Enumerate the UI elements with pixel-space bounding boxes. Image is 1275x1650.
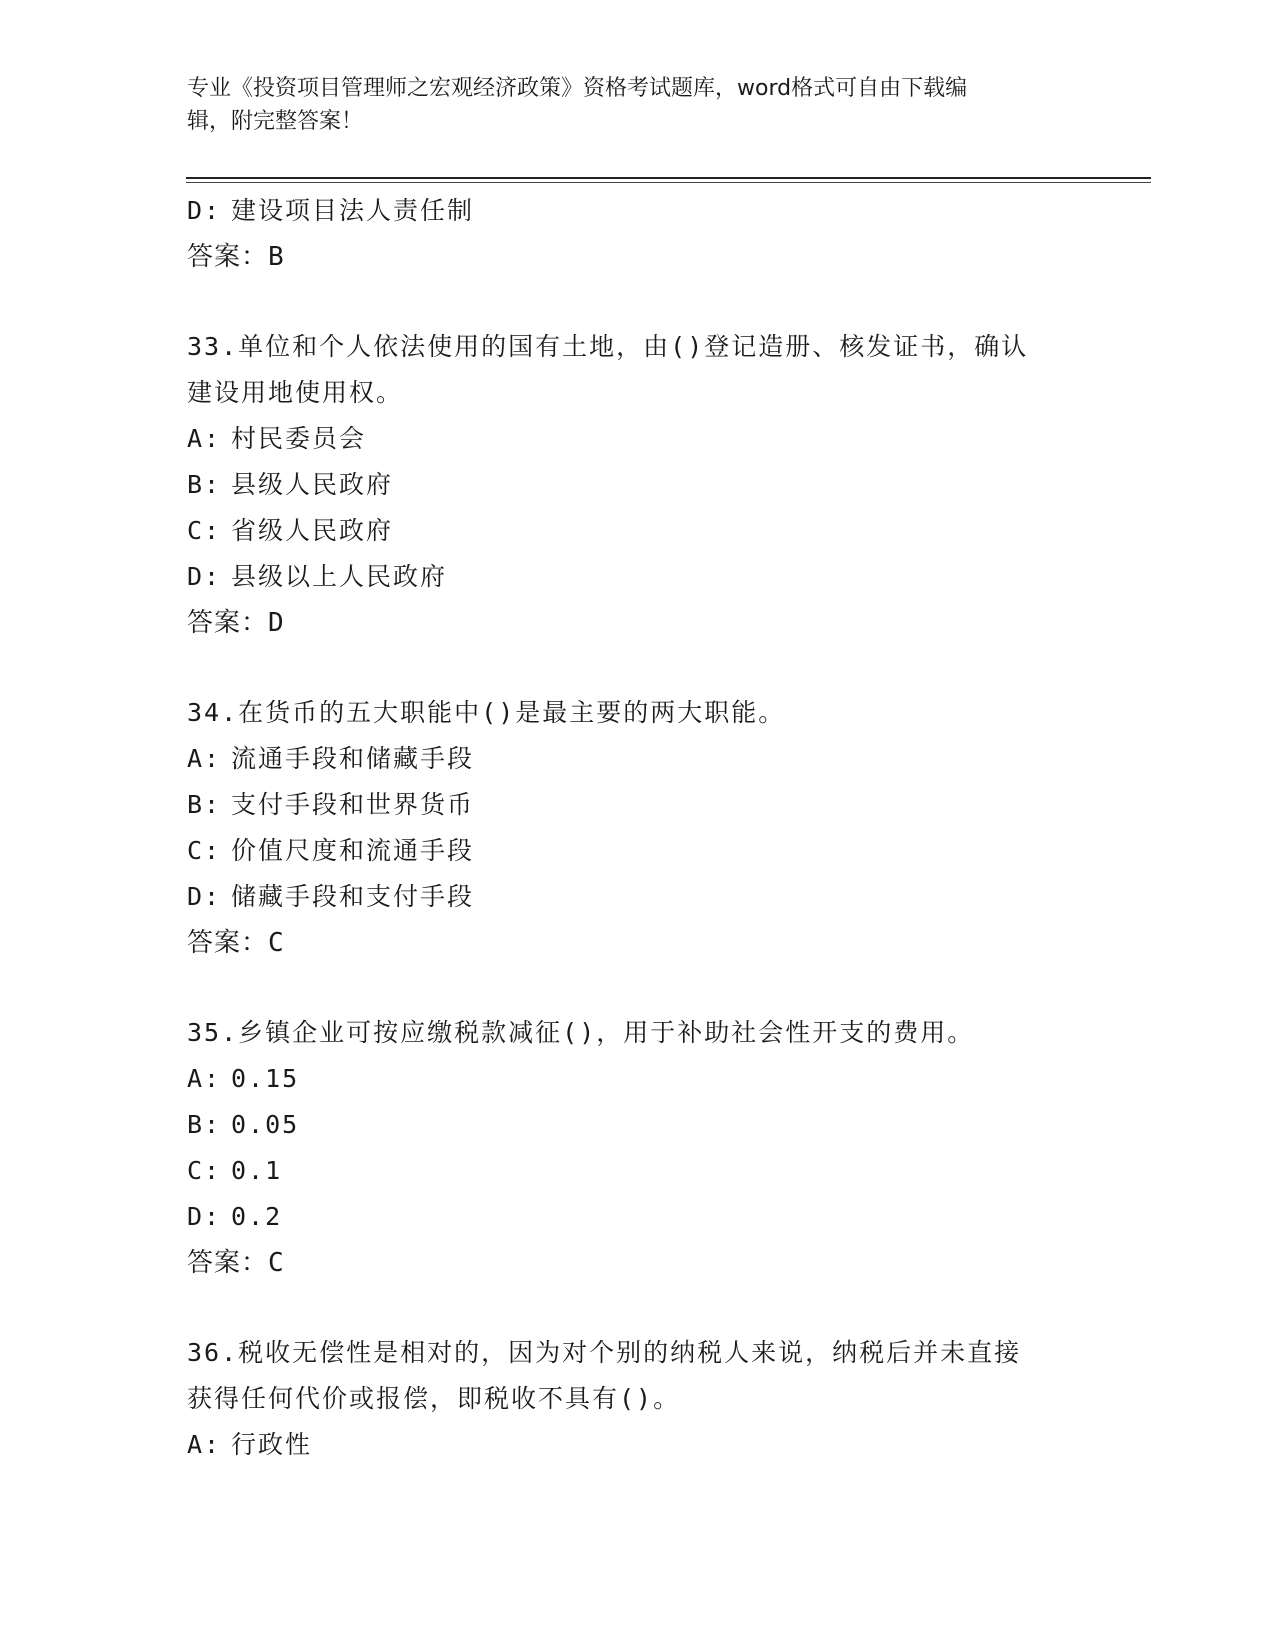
option-letter: D: (187, 196, 222, 225)
answer (187, 920, 1087, 966)
question-text-line: 建设用地使用权。 (187, 378, 404, 407)
option-letter: C: (187, 516, 222, 545)
header-divider (186, 177, 1151, 179)
question-text-line: 33.单位和个人依法使用的国有土地，由()登记造册、核发证书，确认 (187, 332, 1029, 361)
option-letter: A: (187, 1064, 222, 1093)
option-d (187, 874, 1087, 920)
option-letter: B: (187, 790, 222, 819)
answer (187, 1240, 1087, 1286)
question-36 (187, 1330, 1087, 1468)
option-c (187, 508, 1087, 554)
answer-label: 答案： (187, 1248, 269, 1278)
option-letter: D: (187, 562, 222, 591)
option-text: 村民委员会 (231, 424, 367, 453)
question-text-line: 35.乡镇企业可按应缴税款减征()，用于补助社会性开支的费用。 (187, 1018, 975, 1047)
question-text-line: 34.在货币的五大职能中()是最主要的两大职能。 (187, 698, 786, 727)
document-body (187, 188, 1087, 1468)
option-text: 县级以上人民政府 (231, 562, 448, 591)
question-text-line: 36.税收无偿性是相对的，因为对个别的纳税人来说，纳税后并未直接 (187, 1338, 1022, 1367)
option-letter: C: (187, 1156, 222, 1185)
question-34 (187, 690, 1087, 966)
option-letter: A: (187, 1430, 222, 1459)
answer-label: 答案： (187, 928, 269, 958)
answer-label: 答案： (187, 242, 269, 272)
answer-value: C (268, 928, 285, 958)
header-divider-thin (186, 182, 1151, 183)
header-line-1: 专业《投资项目管理师之宏观经济政策》资格考试题库，word格式可自由下载编 (187, 76, 968, 101)
answer-value: C (268, 1248, 285, 1278)
option-text: 行政性 (231, 1430, 313, 1459)
option-letter: B: (187, 470, 222, 499)
question-continuation (187, 188, 1087, 280)
option-b (187, 1102, 1087, 1148)
option-a (187, 1056, 1087, 1102)
answer-value: B (268, 242, 285, 272)
option-letter: D: (187, 882, 222, 911)
option-letter: A: (187, 424, 222, 453)
question-33 (187, 324, 1087, 646)
page-header (187, 72, 1067, 138)
option-d (187, 188, 1087, 234)
answer-label: 答案： (187, 608, 269, 638)
option-text: 流通手段和储藏手段 (231, 744, 475, 773)
option-d (187, 1194, 1087, 1240)
option-c (187, 828, 1087, 874)
question-text-line: 获得任何代价或报偿，即税收不具有()。 (187, 1384, 681, 1413)
header-line-2: 辑，附完整答案！ (187, 109, 364, 134)
option-letter: A: (187, 744, 222, 773)
option-letter: D: (187, 1202, 222, 1231)
option-b (187, 462, 1087, 508)
option-text: 0.05 (231, 1110, 300, 1139)
option-b (187, 782, 1087, 828)
option-text: 价值尺度和流通手段 (231, 836, 475, 865)
option-a (187, 736, 1087, 782)
option-letter: B: (187, 1110, 222, 1139)
answer-value: D (268, 608, 285, 638)
option-letter: C: (187, 836, 222, 865)
option-c (187, 1148, 1087, 1194)
answer (187, 600, 1087, 646)
option-text: 支付手段和世界货币 (231, 790, 475, 819)
question-35 (187, 1010, 1087, 1286)
option-text: 0.1 (231, 1156, 283, 1185)
option-text: 省级人民政府 (231, 516, 394, 545)
option-a (187, 416, 1087, 462)
option-d (187, 554, 1087, 600)
option-a (187, 1422, 1087, 1468)
answer (187, 234, 1087, 280)
option-text: 0.2 (231, 1202, 283, 1231)
option-text: 县级人民政府 (231, 470, 394, 499)
option-text: 0.15 (231, 1064, 300, 1093)
option-text: 储藏手段和支付手段 (231, 882, 475, 911)
option-text: 建设项目法人责任制 (231, 196, 475, 225)
